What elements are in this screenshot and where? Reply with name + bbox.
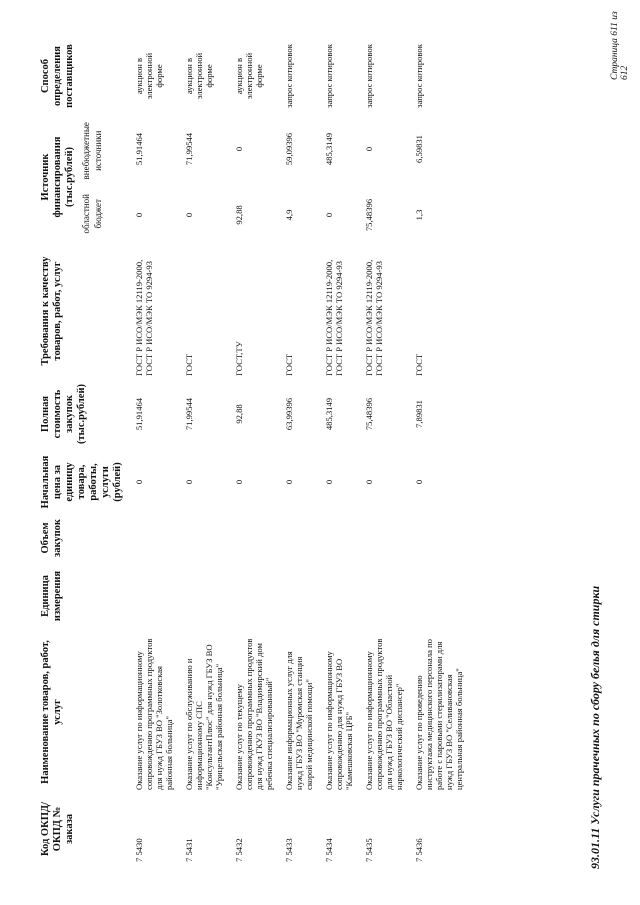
- cell-volume: [320, 515, 360, 561]
- cell-code: 7 5433: [284, 838, 294, 862]
- header-funding-sub: [80, 114, 104, 240]
- cell-price: 0: [234, 479, 244, 485]
- cell-total: 63,99396: [284, 397, 294, 431]
- cell-volume: [180, 515, 230, 561]
- cell-name: Оказание услуг по проведению инструктажа медицинского персонала по работе с паровыми стерилизаторами для нужд ГБУЗ ВО "Селивановская центральная районная больница": [414, 639, 464, 790]
- cell-code: 7 5436: [414, 838, 424, 862]
- cell-method: запрос котировок: [364, 44, 374, 108]
- header-name: Наименование товаров, работ, услуг: [40, 640, 63, 784]
- cell-regional: 0: [134, 212, 144, 218]
- cell-name: Оказание услуг по информационному сопровождению программных продуктов для нужд ГБУЗ ВО "Золотковская районная больница": [134, 638, 174, 790]
- page-footer: Страница 611 из 612: [610, 11, 630, 80]
- cell-regional: 75,48396: [364, 198, 374, 232]
- header-unit: Единица измерения: [40, 570, 63, 622]
- cell-requirements: ГОСТ Р ИСО/МЭК 12119-2000, ГОСТ Р ИСО/МЭК ТО 9294-93: [364, 259, 384, 376]
- cell-code: 7 5432: [234, 838, 244, 862]
- procurement-table: [40, 41, 470, 865]
- cell-code: 7 5430: [134, 838, 144, 862]
- cell-volume: [130, 515, 180, 561]
- header-row: [40, 41, 130, 865]
- cell-name: Оказание услуг по обслуживанию и информационному СПС "КонсультантПлюс" для нужд ГБУЗ ВО "Урицельская районная больница": [184, 644, 224, 790]
- cell-method: запрос котировок: [414, 44, 424, 108]
- cell-unit: [410, 561, 470, 631]
- cell-name: Оказание информационных услуг для нужд ГБУЗ ВО "Муромская станция скорой медицинской помощи": [284, 651, 314, 790]
- cell-method: аукцион в электронной форме: [184, 52, 214, 100]
- cell-extra: 0: [234, 146, 244, 152]
- header-funding: [40, 111, 130, 243]
- cell-extra: 6,59831: [414, 135, 424, 163]
- header-funding-regional: областной бюджет: [81, 194, 103, 234]
- cell-name: Оказание услуг по текущему сопровождению программных продуктов для нужд ГКУЗ ВО "Владимирский дом ребенка специализированный": [234, 638, 274, 790]
- cell-regional: 4,9: [284, 209, 294, 221]
- cell-unit: [130, 561, 180, 631]
- cell-total: 92,88: [234, 404, 244, 424]
- table-row: [280, 41, 320, 865]
- cell-unit: [360, 561, 410, 631]
- cell-total: 75,48396: [364, 397, 374, 431]
- cell-requirements: ГОСТ: [414, 353, 424, 376]
- cell-price: 0: [364, 479, 374, 485]
- section-title: 93.01.11 Услуги прачечных по сбору белья для стирки: [588, 585, 602, 869]
- cell-price: 0: [134, 479, 144, 485]
- cell-code: 7 5434: [324, 838, 334, 862]
- cell-method: аукцион в электронной форме: [234, 52, 264, 100]
- cell-name: Оказание услуг по информационному сопровождению программных продуктов для нужд ГБУЗ ВО "Областной наркологический диспансер": [364, 638, 404, 790]
- cell-method: аукцион в электронной форме: [134, 52, 164, 100]
- cell-extra: 71,99544: [184, 132, 194, 166]
- table-row: [230, 41, 280, 865]
- cell-unit: [280, 561, 320, 631]
- header-total-cost: Полная стоимость закупок (тыс.рублей): [40, 383, 87, 445]
- cell-extra: 51,91464: [134, 132, 144, 166]
- cell-regional: 1,3: [414, 209, 424, 221]
- cell-code: 7 5431: [184, 838, 194, 862]
- header-start-price: Начальная цена за единицу товара, работы, услуги (рублей): [40, 455, 123, 509]
- cell-price: 0: [184, 479, 194, 485]
- header-funding-extra: внебюджетные источники: [81, 122, 103, 180]
- cell-name: Оказание услуг по информационному сопровождению для нужд ГБУЗ ВО "Камешковская ЦРБ": [324, 651, 354, 790]
- cell-volume: [360, 515, 410, 561]
- cell-extra: 59,09396: [284, 132, 294, 166]
- cell-extra: 485,3149: [324, 132, 334, 166]
- table-row: [130, 41, 180, 865]
- cell-code: 7 5435: [364, 838, 374, 862]
- cell-total: 71,99544: [184, 397, 194, 431]
- cell-unit: [320, 561, 360, 631]
- cell-method: запрос котировок: [284, 44, 294, 108]
- cell-method: запрос котировок: [324, 44, 334, 108]
- cell-regional: 0: [184, 212, 194, 218]
- cell-unit: [180, 561, 230, 631]
- cell-total: 7,89831: [414, 400, 424, 428]
- cell-requirements: ГОСТ: [284, 353, 294, 376]
- cell-requirements: ГОСТ Р ИСО/МЭК 12119-2000, ГОСТ Р ИСО/МЭК ТО 9294-93: [134, 259, 154, 376]
- cell-unit: [230, 561, 280, 631]
- table-row: [360, 41, 410, 865]
- cell-volume: [280, 515, 320, 561]
- cell-volume: [230, 515, 280, 561]
- header-requirements: Требования к качеству товаров, работ, услуг: [40, 256, 63, 366]
- cell-requirements: ГОСТ,ТУ: [234, 341, 244, 376]
- header-method: Способ определения поставщиков: [40, 44, 75, 108]
- cell-regional: 92,88: [234, 205, 244, 225]
- cell-requirements: ГОСТ: [184, 353, 194, 376]
- cell-price: 0: [414, 479, 424, 485]
- header-code: Код ОКПД/ ОКПД № заказа: [40, 801, 75, 857]
- header-volume: Объем закупок: [40, 519, 63, 557]
- table-row: [180, 41, 230, 865]
- cell-extra: 0: [364, 146, 374, 152]
- cell-requirements: ГОСТ Р ИСО/МЭК 12119-2000, ГОСТ Р ИСО/МЭК ТО 9294-93: [324, 259, 344, 376]
- cell-price: 0: [324, 479, 334, 485]
- header-funding-label: Источник финансирования (тыс.рублей): [40, 136, 75, 218]
- cell-regional: 0: [324, 212, 334, 218]
- cell-total: 485,3149: [324, 397, 334, 431]
- cell-price: 0: [284, 479, 294, 485]
- table-row: [410, 41, 470, 865]
- table-row: [320, 41, 360, 865]
- cell-total: 51,91464: [134, 397, 144, 431]
- cell-volume: [410, 515, 470, 561]
